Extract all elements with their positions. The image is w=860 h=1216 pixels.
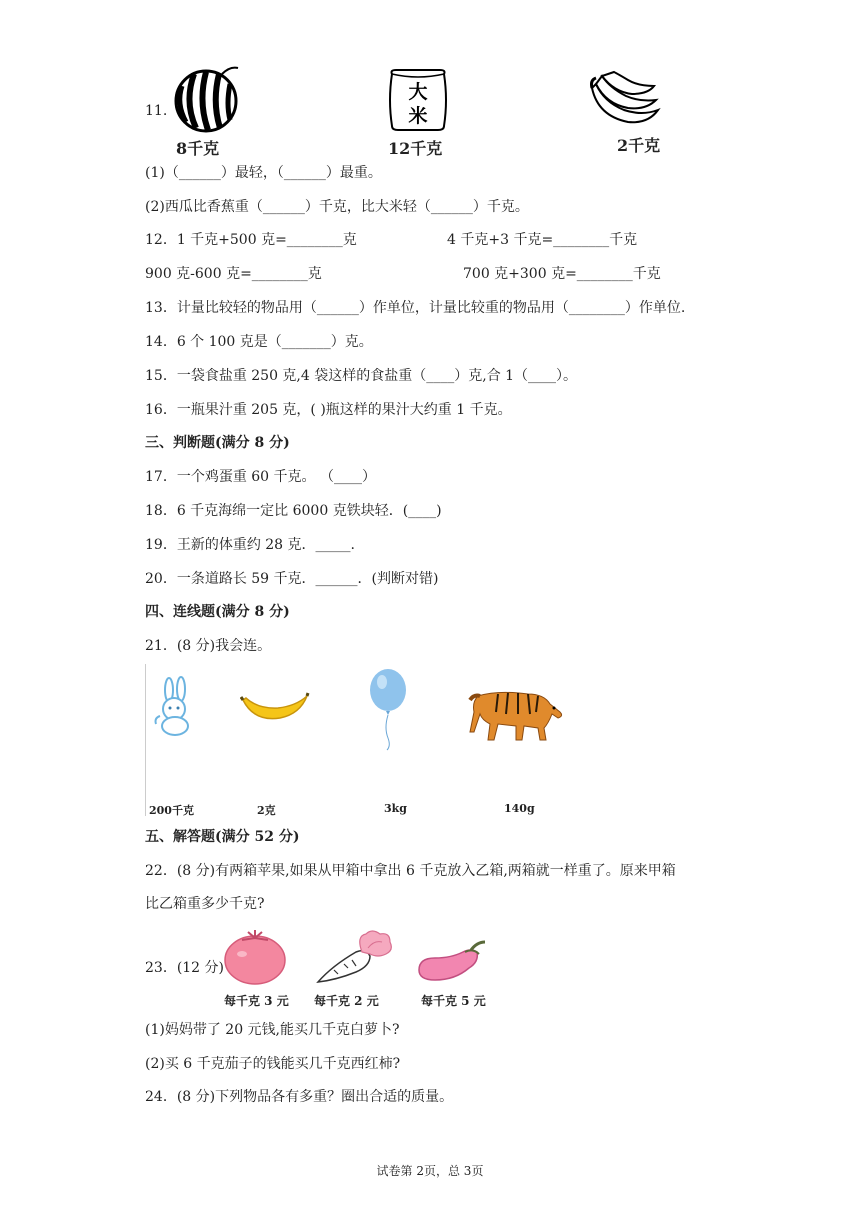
q12-a: 12．1 千克+500 克=________克 [145,232,357,248]
q13: 13．计量比较轻的物品用（______）作单位，计量比较重的物品用（________）作单位. [145,300,686,316]
rice-bag-icon [386,66,452,134]
banana-bunch-icon [588,70,662,130]
section-5-heading: 五、解答题(满分 52 分) [145,829,300,845]
balloon-icon [366,668,412,752]
radish-price: 每千克 2 元 [314,994,379,1008]
q21-label-1: 200千克 [149,804,194,817]
q21-label-2: 2克 [257,804,276,817]
q12-d: 700 克+300 克=________千克 [463,266,661,282]
q23-sub1: (1)妈妈带了 20 元钱,能买几千克白萝卜? [145,1022,400,1038]
tomato-price: 每千克 3 元 [224,994,289,1008]
q21-label-3: 3kg [384,802,407,815]
section-4-heading: 四、连线题(满分 8 分) [145,604,290,620]
rice-bag-text-1: 大 [408,81,428,103]
q20: 20．一条道路长 59 千克．______．(判断对错) [145,571,439,587]
q24: 24．(8 分)下列物品各有多重？圈出合适的质量。 [145,1089,454,1105]
q22-line2: 比乙箱重多少千克? [145,896,265,912]
q11-sub1: (1)（______）最轻，（______）最重。 [145,165,382,181]
watermelon-caption: 8千克 [176,139,220,158]
picture-border [145,664,146,816]
page-footer: 试卷第 2页，总 3页 [376,1164,484,1178]
q23-sub2: (2)买 6 千克茄子的钱能买几千克西红柿? [145,1056,401,1072]
rice-bag-text-2: 米 [408,105,428,127]
rabbit-icon [150,676,200,736]
eggplant-price: 每千克 5 元 [421,994,486,1008]
tomato-icon [222,928,288,986]
eggplant-icon [415,938,489,984]
tiger-icon [468,684,566,742]
q18: 18．6 千克海绵一定比 6000 克铁块轻．(____) [145,503,442,519]
section-3-heading: 三、判断题(满分 8 分) [145,435,290,451]
q21-text: 21．(8 分)我会连。 [145,638,272,654]
radish-icon [312,926,394,988]
q11-sub2: (2)西瓜比香蕉重（______）千克，比大米轻（______）千克。 [145,199,529,215]
q15: 15．一袋食盐重 250 克,4 袋这样的食盐重（____）克,合 1（____）。 [145,368,578,384]
q12-c: 900 克-600 克=________克 [145,266,322,282]
q14: 14．6 个 100 克是（_______）克。 [145,334,373,350]
q16: 16．一瓶果汁重 205 克，( )瓶这样的果汁大约重 1 千克。 [145,402,512,418]
q23-number: 23．(12 分) [145,960,225,976]
q19: 19．王新的体重约 28 克．_____. [145,537,355,553]
q21-label-4: 140g [504,802,535,815]
q17: 17．一个鸡蛋重 60 千克。 （____） [145,469,376,485]
banana-caption: 2千克 [617,136,661,155]
q12-b: 4 千克+3 千克=________千克 [447,232,638,248]
q11-number: 11. [145,103,168,119]
q22-line1: 22．(8 分)有两箱苹果,如果从甲箱中拿出 6 千克放入乙箱,两箱就一样重了。原来甲箱 [145,863,676,879]
banana-icon [240,692,310,724]
rice-caption: 12千克 [388,139,443,158]
watermelon-icon [172,64,244,134]
